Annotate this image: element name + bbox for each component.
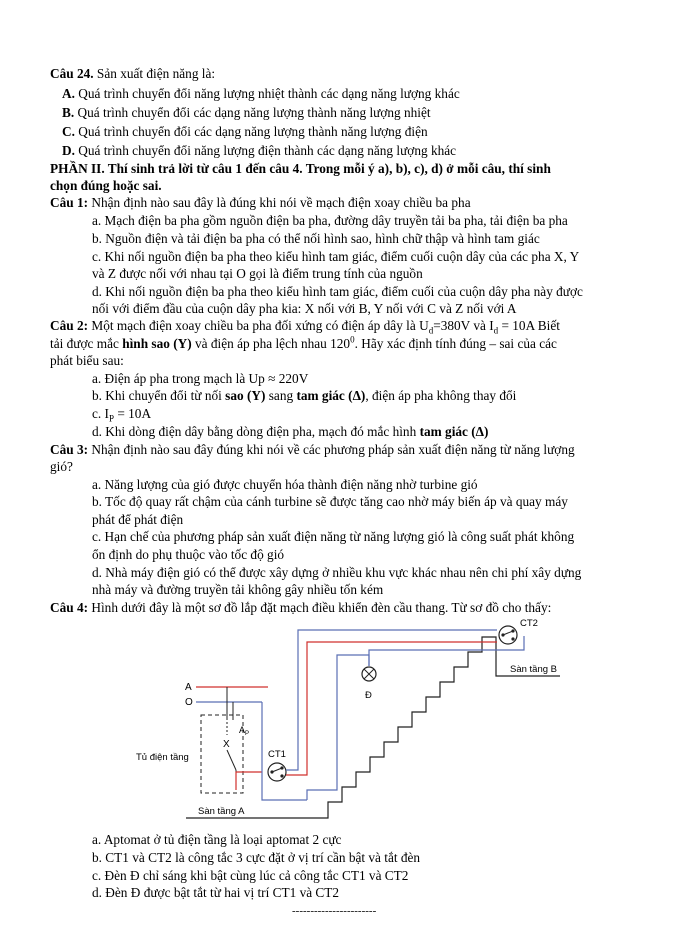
c1-c-line1: c. Khi nối nguồn điện ba pha theo kiểu hình tam giác, điểm cuối cuộn dây của các pha X, Y: [92, 249, 580, 264]
label-o: O: [185, 697, 193, 708]
label-ct2: CT2: [520, 618, 538, 629]
q24-option-d: D. Quá trình chuyển đổi năng lượng điện thành các dạng năng lượng khác: [62, 143, 457, 158]
wire-red-to-ct1: [236, 772, 262, 790]
c4-b: b. CT1 và CT2 là công tắc 3 cực đặt ở vị trí cần bật và tắt đèn: [92, 850, 421, 865]
q24-option-c: C. Quá trình chuyển đổi các dạng năng lượng thành năng lượng điện: [62, 124, 428, 139]
c2-stem-line3: phát biểu sau:: [50, 353, 124, 368]
c1-b: b. Nguồn điện và tải điện ba pha có thể nối hình sao, hình chữ thập và hình tam giác: [92, 231, 540, 246]
ct1-contact-icon: [280, 774, 283, 777]
label-ct1: CT1: [268, 749, 286, 760]
footer-divider: -----------------------: [292, 905, 377, 917]
q24-option-b: B. Quá trình chuyển đổi các dạng năng lượng thành năng lượng nhiệt: [62, 105, 431, 120]
label-cabinet: Tủ điện tầng: [136, 752, 189, 763]
c2-stem-line1: Câu 2: Một mạch điện xoay chiều ba pha đối xứng có điện áp dây là $U_d=380V$ và $I_d = 10A$ Biết: [50, 318, 560, 336]
c1-d-line1: d. Khi nối nguồn điện ba pha theo kiểu hình tam giác, điểm cuối của cuộn dây pha này được: [92, 284, 583, 299]
c3-b-line2: phát để phát điện: [92, 512, 184, 527]
c2-a: a. Điện áp pha trong mạch là Up ≈ 220V: [92, 371, 309, 386]
c3-stem-line1: Câu 3: Nhận định nào sau đây đúng khi nói về các phương pháp sản xuất điện năng từ năng lượng: [50, 442, 575, 457]
part2-heading-line1: PHẦN II. Thí sinh trả lời từ câu 1 đến câu 4. Trong mỗi ý a), b), c), d) ở mỗi câu, thí sinh: [50, 161, 551, 176]
part2-heading-line2: chọn đúng hoặc sai.: [50, 178, 162, 193]
c2-c: c. $I_P = 10A$: [92, 406, 152, 424]
wire-traveler-1: [286, 630, 497, 770]
ct2-contact-icon: [511, 637, 514, 640]
c2-b: b. Khi chuyển đổi từ nối sao (Y) sang tam giác (Δ), điện áp pha không thay đổi: [92, 388, 517, 403]
label-a: A: [185, 682, 192, 693]
q24-label: Câu 24.: [50, 66, 94, 81]
c4-stem: Câu 4: Hình dưới đây là một sơ đồ lắp đặt mạch điều khiển đèn cầu thang. Từ sơ đồ cho thấy:: [50, 600, 552, 615]
breaker-x-mark: X: [223, 739, 230, 750]
c4-d: d. Đèn Đ được bật tắt từ hai vị trí CT1 và CT2: [92, 885, 340, 900]
label-san-b: Sàn tầng B: [510, 664, 558, 675]
label-san-a: Sàn tầng A: [198, 806, 245, 817]
c3-d-line1: d. Nhà máy điện gió có thể được xây dựng ở nhiều khu vực khác nhau nên chi phí xây dựng: [92, 565, 582, 580]
c1-c-line2: và Z được nối với nhau tại O gọi là điểm trung tính của nguồn: [92, 266, 423, 281]
c2-d: d. Khi dòng điện dây bằng dòng điện pha, mạch đó mắc hình tam giác (Δ): [92, 424, 489, 439]
c1-stem: Câu 1: Nhận định nào sau đây là đúng khi nói về mạch điện xoay chiều ba pha: [50, 195, 471, 210]
wire-traveler-2: [286, 642, 497, 775]
c4-c: c. Đèn Đ chỉ sáng khi bật cùng lúc cả công tắc CT1 và CT2: [92, 868, 409, 883]
c1-d-line2: nối với điểm đầu của cuộn dây pha kia: X nối với B, Y nối với C và Z nối với A: [92, 301, 517, 316]
q24-stem: Câu 24. Sản xuất điện năng là:: [50, 66, 216, 81]
wire-lamp-neutral: [307, 655, 369, 800]
q24-option-a: A. Quá trình chuyển đổi năng lượng nhiệt thành các dạng năng lượng khác: [62, 86, 460, 101]
label-ap: $A_P$: [239, 725, 250, 737]
c2-stem-line2: tải được mắc hình sao (Y) và điện áp pha lệch nhau $120^0$. Hãy xác định tính đúng – sai của các: [50, 334, 557, 351]
c1-a: a. Mạch điện ba pha gồm nguồn điện ba pha, đường dây truyền tải ba pha, tải điện ba pha: [92, 213, 568, 228]
c3-d-line2: nhà máy và đường truyền tải không gây nhiều tốn kém: [92, 582, 384, 597]
c3-c-line2: ổn định do phụ thuộc vào tốc độ gió: [92, 547, 285, 562]
label-lamp: Đ: [365, 690, 372, 701]
c3-c-line1: c. Hạn chế của phương pháp sản xuất điện năng từ năng lượng gió là công suất phát không: [92, 529, 575, 544]
cabinet-box: [201, 715, 243, 793]
c4-a: a. Aptomat ở tủ điện tầng là loại aptomat 2 cực: [92, 832, 342, 847]
c3-stem-line2: gió?: [50, 459, 73, 474]
c3-a: a. Năng lượng của gió được chuyển hóa thành điện năng nhờ turbine gió: [92, 477, 478, 492]
breaker-blade: [227, 750, 236, 770]
c3-b-line1: b. Tốc độ quay rất chậm của cánh turbine sẽ được tăng cao nhờ máy biến áp và quay máy: [92, 494, 568, 509]
